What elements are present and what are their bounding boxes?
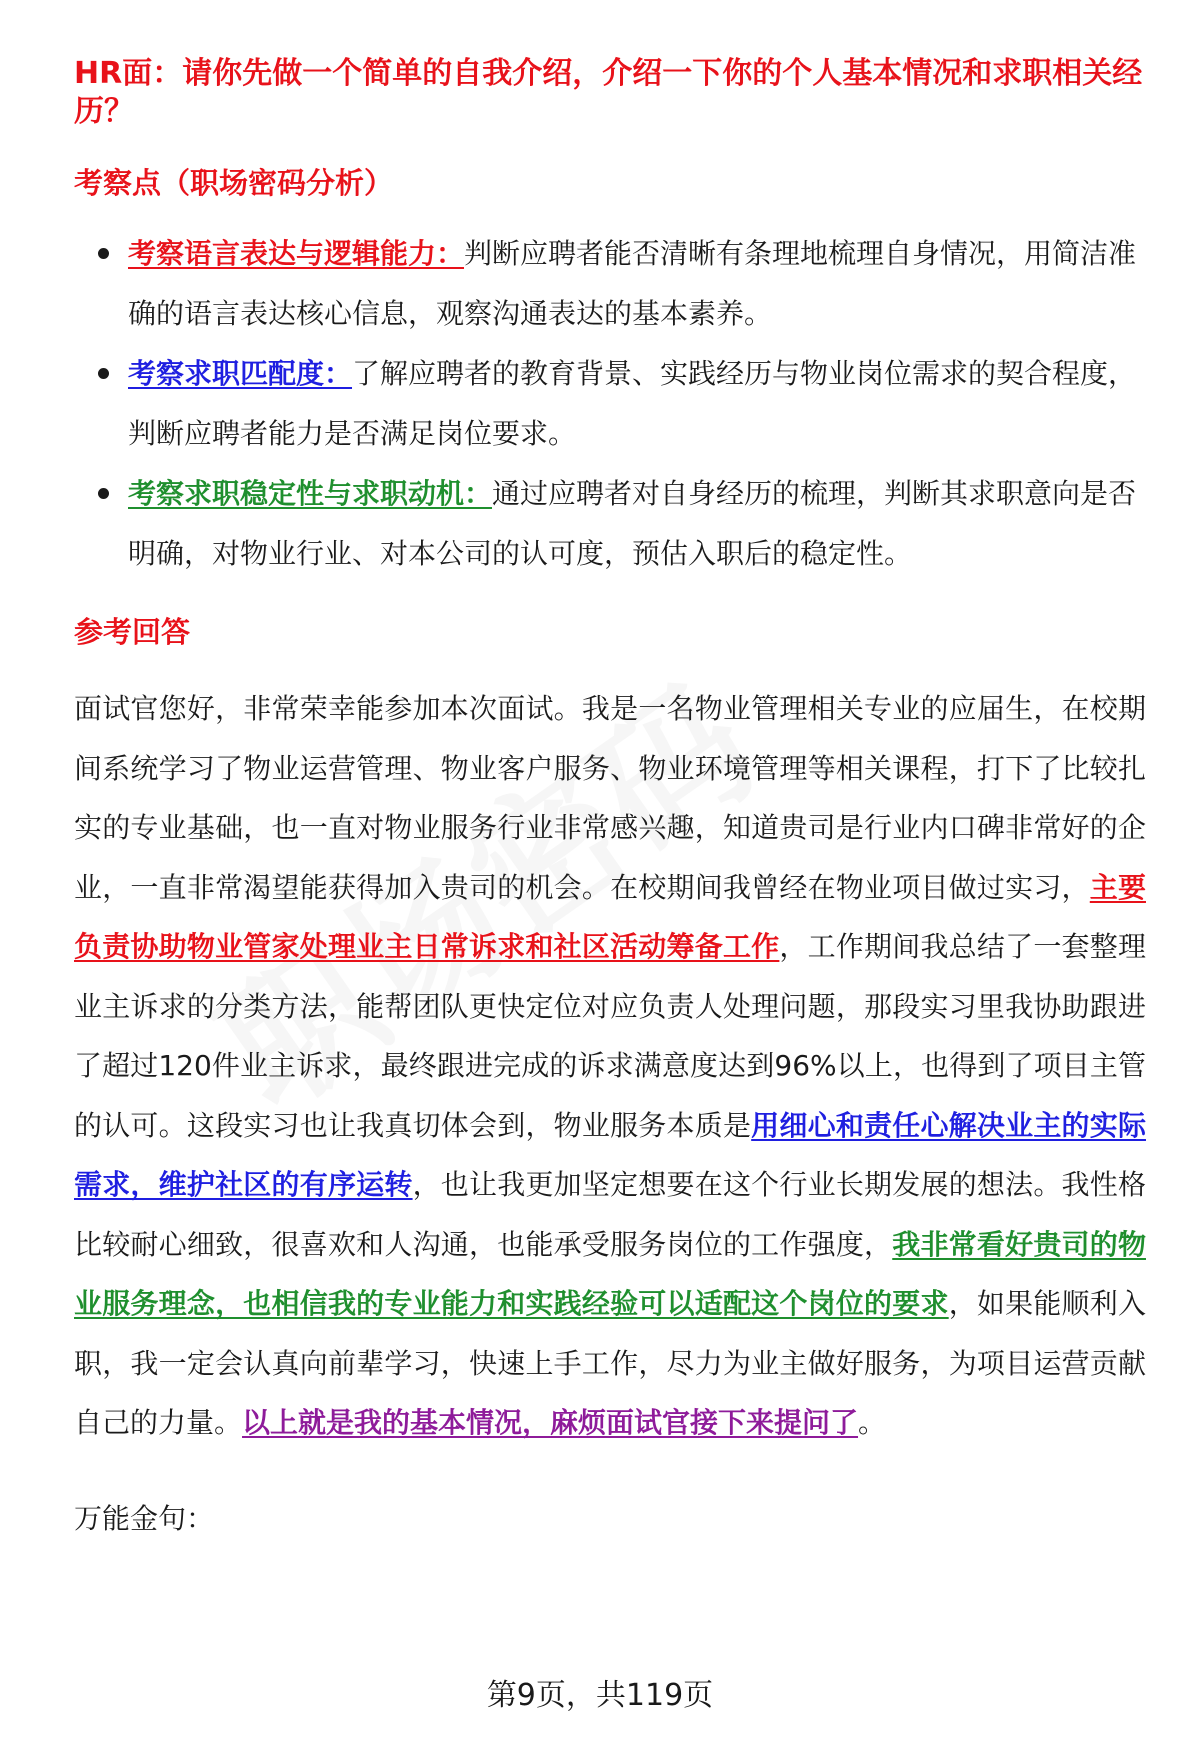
answer-text: ，也让我更加坚定想要在这个行业长期发展的想法。我性格比较耐心细致，很喜欢和人沟通，也能承受服务岗位的工作强度，: [74, 1168, 1146, 1261]
analysis-keyword: 考察语言表达与逻辑能力：: [128, 237, 465, 271]
analysis-text: 通过应聘者对自身经历的梳理，判断其求职意向是否明确，对物业行业、对本公司的认可度，预估入职后的稳定性。: [128, 477, 1137, 571]
answer-text: 面试官您好，非常荣幸能参加本次面试。我是一名物业管理相关专业的应届生，在校期间系统学习了物业运营管理、物业客户服务、物业环境管理等相关课程，打下了比较扎实的专业基础，也一直对物业服务行业非常感兴趣，知道贵司是行业内口碑非常好的企业，一直非常渴望能获得加入贵司的机会。在校期间我曾经在物业项目做过实习，: [74, 692, 1146, 904]
page-number: 第9页，共119页: [486, 1678, 714, 1713]
analysis-text: 判断应聘者能否清晰有条理地梳理自身情况，用简洁准确的语言表达核心信息，观察沟通表达的基本素养。: [128, 237, 1137, 331]
answer-highlight-purple: 以上就是我的基本情况，麻烦面试官接下来提问了: [242, 1406, 859, 1440]
answer-title: 参考回答: [74, 615, 191, 650]
analysis-list: [74, 224, 1146, 584]
answer-text: ，工作期间我总结了一套整理业主诉求的分类方法，能帮团队更快定位对应负责人处理问题，那段实习里我协助跟进了超过120件业主诉求，最终跟进完成的诉求满意度达到96%以上，也得到了项目主管的认可。这段实习也让我真切体会到，物业服务本质是: [74, 930, 1146, 1142]
analysis-item: [74, 464, 1146, 584]
bullet-icon: [98, 368, 109, 379]
golden-sentence-label: 万能金句：: [74, 1501, 215, 1535]
analysis-keyword: 考察求职匹配度：: [128, 357, 353, 391]
analysis-text: 了解应聘者的教育背景、实践经历与物业岗位需求的契合程度，判断应聘者能力是否满足岗位要求。: [128, 357, 1137, 451]
bullet-icon: [98, 248, 109, 259]
analysis-title: 考察点（职场密码分析）: [74, 166, 394, 201]
analysis-item: [74, 344, 1146, 464]
question-heading: HR面：请你先做一个简单的自我介绍，介绍一下你的个人基本情况和求职相关经历？: [74, 56, 1143, 130]
bullet-icon: [98, 488, 109, 499]
answer-paragraph: [74, 679, 1146, 1453]
answer-highlight-green: 我非常看好贵司的物业服务理念，也相信我的专业能力和实践经验可以适配这个岗位的要求: [74, 1227, 1146, 1321]
analysis-keyword: 考察求职稳定性与求职动机：: [128, 477, 493, 511]
analysis-item: [74, 224, 1146, 344]
answer-highlight-red: 主要负责协助物业管家处理业主日常诉求和社区活动筹备工作: [74, 870, 1146, 964]
answer-highlight-blue: 用细心和责任心解决业主的实际需求，维护社区的有序运转: [74, 1108, 1146, 1202]
answer-text: 。: [858, 1406, 887, 1440]
answer-text: ，如果能顺利入职，我一定会认真向前辈学习，快速上手工作，尽力为业主做好服务，为项目运营贡献自己的力量。: [74, 1287, 1146, 1440]
document-page: [74, 55, 1146, 1541]
